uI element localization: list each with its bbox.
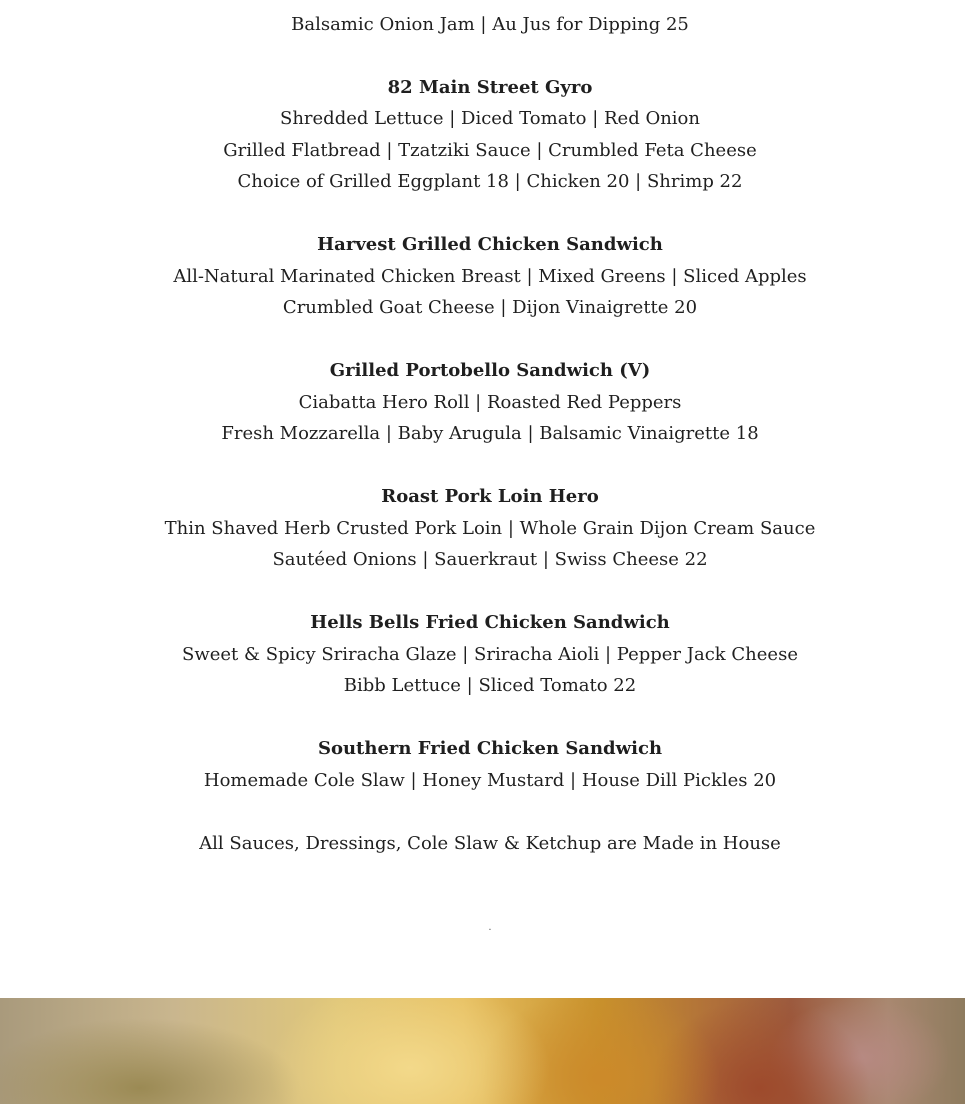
- menu-item-title: Southern Fried Chicken Sandwich: [317, 738, 663, 759]
- menu-line: Shredded Lettuce | Diced Tomato | Red Onion: [279, 108, 700, 129]
- food-photo-banner: [0, 998, 965, 1104]
- menu-item-title: Grilled Portobello Sandwich (V): [329, 360, 651, 381]
- menu-line: Crumbled Goat Cheese | Dijon Vinaigrette 20: [282, 297, 698, 318]
- menu-item-title: Harvest Grilled Chicken Sandwich: [317, 234, 663, 255]
- menu-line: Balsamic Onion Jam | Au Jus for Dipping 25: [291, 14, 689, 35]
- menu-item-title: Hells Bells Fried Chicken Sandwich: [310, 612, 670, 633]
- menu-line: Fresh Mozzarella | Baby Arugula | Balsamic Vinaigrette 18: [221, 423, 759, 444]
- separator-dot: .: [488, 922, 492, 933]
- menu-line: Sautéed Onions | Sauerkraut | Swiss Cheese 22: [272, 549, 708, 570]
- menu-item-title: 82 Main Street Gyro: [387, 77, 593, 98]
- menu-line: Bibb Lettuce | Sliced Tomato 22: [343, 675, 637, 696]
- house-made-note: All Sauces, Dressings, Cole Slaw & Ketchup are Made in House: [199, 833, 781, 854]
- menu-line: Sweet & Spicy Sriracha Glaze | Sriracha Aioli | Pepper Jack Cheese: [182, 644, 798, 665]
- menu-line: Homemade Cole Slaw | Honey Mustard | House Dill Pickles 20: [203, 770, 777, 791]
- menu-line: Ciabatta Hero Roll | Roasted Red Peppers: [298, 392, 682, 413]
- menu-line: All-Natural Marinated Chicken Breast | Mixed Greens | Sliced Apples: [173, 266, 807, 287]
- menu-line: Thin Shaved Herb Crusted Pork Loin | Whole Grain Dijon Cream Sauce: [164, 518, 816, 539]
- menu-line: Grilled Flatbread | Tzatziki Sauce | Crumbled Feta Cheese: [223, 140, 757, 161]
- menu-line: Choice of Grilled Eggplant 18 | Chicken 20 | Shrimp 22: [237, 171, 743, 192]
- menu-item-title: Roast Pork Loin Hero: [381, 486, 599, 507]
